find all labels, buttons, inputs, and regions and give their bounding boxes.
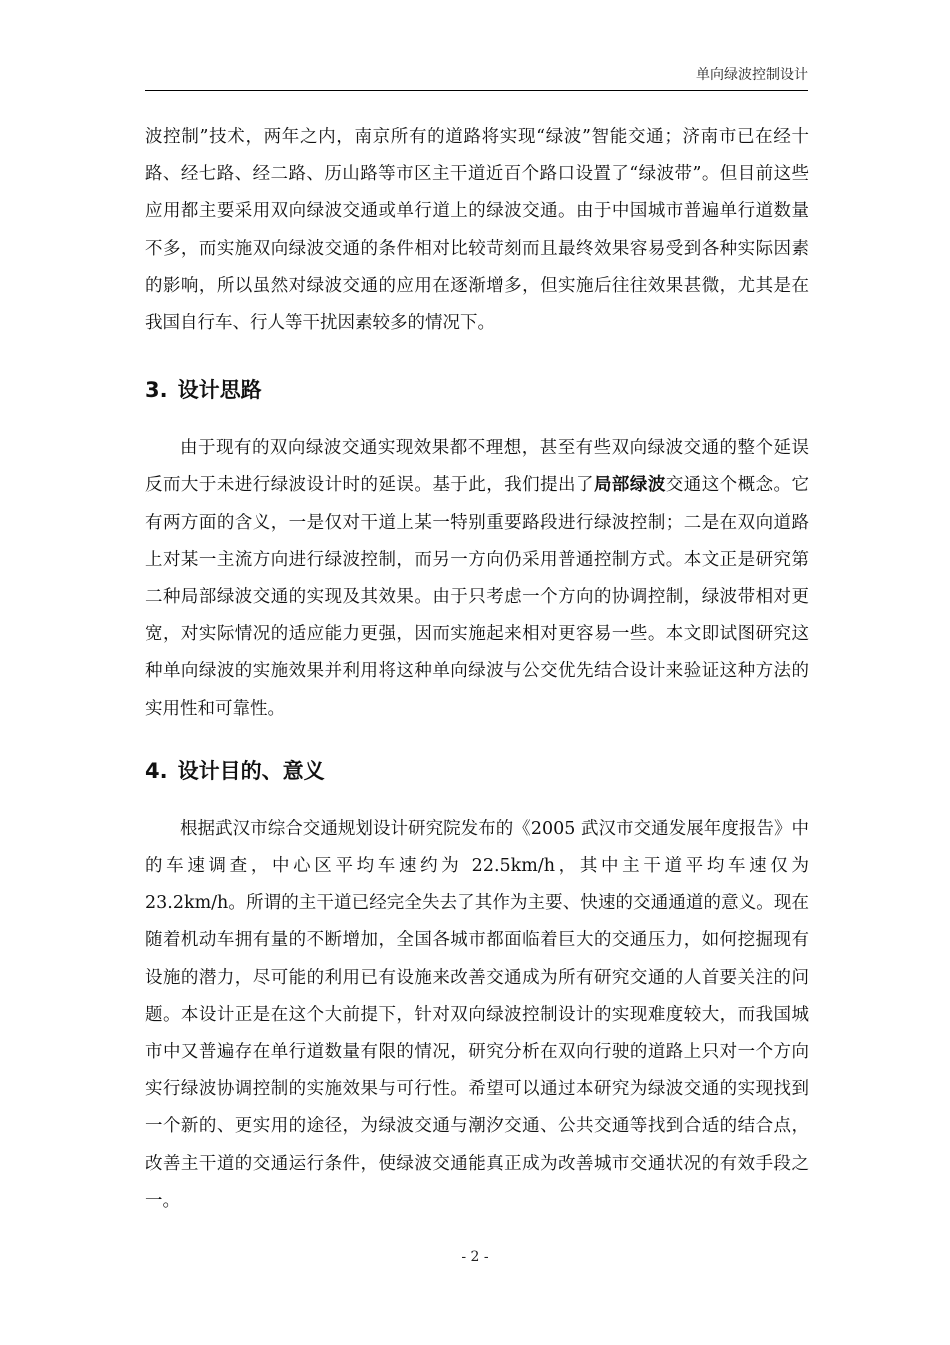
- section-4-title: 设计目的、意义: [177, 758, 325, 783]
- intro-paragraph: 波控制”技术，两年之内，南京所有的道路将实现“绿波”智能交通；济南市已在经十路、经七路、经二路、历山路等市区主干道近百个路口设置了“绿波带”。但目前这些应用都主要采用双向绿波交通或单行道上的绿波交通。由于中国城市普遍单行道数量不多，而实施双向绿波交通的条件相对比较苛刻而且最终效果容易受到各种实际因素的影响，所以虽然对绿波交通的应用在逐渐增多，但实施后往往效果甚微，尤其是在我国自行车、行人等干扰因素较多的情况下。: [145, 127, 809, 334]
- section-3-paragraph: [145, 430, 809, 728]
- running-header: [145, 64, 808, 91]
- section-3-title: 设计思路: [177, 378, 262, 403]
- page-number: - 2 -: [461, 1249, 489, 1265]
- running-header-title: 单向绿波控制设计: [696, 67, 808, 83]
- page-body: [145, 119, 809, 1220]
- section-4-number: 4.: [145, 758, 168, 783]
- section-4-paragraph: 根据武汉市综合交通规划设计研究院发布的《2005 武汉市交通发展年度报告》中的车速调查，中心区平均车速约为 22.5km/h，其中主干道平均车速仅为 23.2km/h。所谓的主干道已经完全失去了其作为主要、快速的交通通道的意义。现在随着机动车拥有量的不断增加，全国各城市都面临着巨大的交通压力，如何挖掘现有设施的潜力，尽可能的利用已有设施来改善交通成为所有研究交通的人首要关注的问题。本设计正是在这个大前提下，针对双向绿波控制设计的实现难度较大，而我国城市中又普遍存在单行道数量有限的情况，研究分析在双向行驶的道路上只对一个方向实行绿波协调控制的实施效果与可行性。希望可以通过本研究为绿波交通的实现找到一个新的、更实用的途径，为绿波交通与潮汐交通、公共交通等找到合适的结合点，改善主干道的交通运行条件，使绿波交通能真正成为改善城市交通状况的有效手段之一。: [145, 818, 809, 1211]
- section-3-text-before: 由于现有的双向绿波交通实现效果都不理想，甚至有些双向绿波交通的整个延误反而大于未进行绿波设计时的延误。基于此，我们提出了: [145, 438, 809, 496]
- section-3-number: 3.: [145, 378, 168, 403]
- section-3-bold-term: 局部绿波: [593, 475, 666, 496]
- section-3-text-after: 交通这个概念。它有两方面的含义，一是仅对干道上某一特别重要路段进行绿波控制；二是在双向道路上对某一主流方向进行绿波控制，而另一方向仍采用普通控制方式。本文正是研究第二种局部绿波交通的实现及其效果。由于只考虑一个方向的协调控制，绿波带相对更宽，对实际情况的适应能力更强，因而实施起来相对更容易一些。本文即试图研究这种单向绿波的实施效果并利用将这种单向绿波与公交优先结合设计来验证这种方法的实用性和可靠性。: [145, 475, 810, 719]
- section-3-heading: [145, 375, 809, 405]
- section-4-heading: [145, 756, 809, 786]
